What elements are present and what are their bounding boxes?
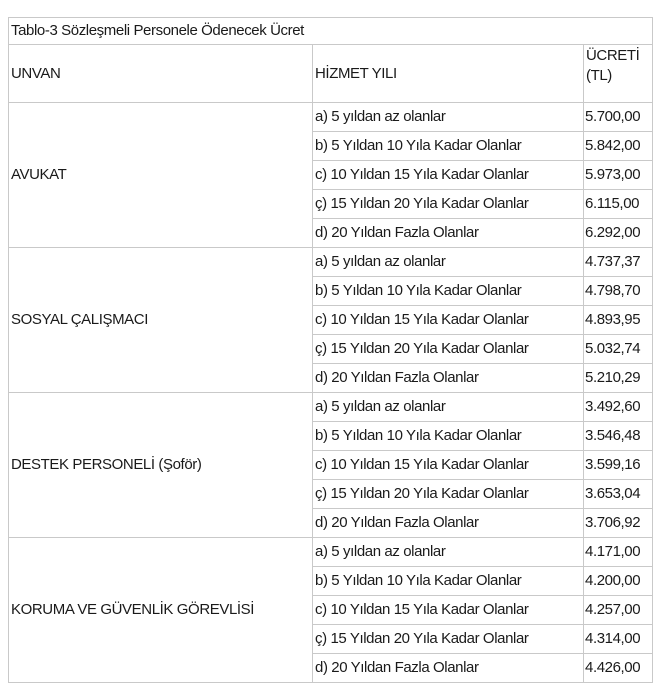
- fee-table: [8, 17, 653, 683]
- ucret-cell: 3.706,92: [584, 509, 653, 538]
- hizmet-yili-cell: a) 5 yıldan az olanlar: [313, 248, 584, 277]
- fee-table-container: [8, 17, 653, 683]
- hizmet-yili-cell: b) 5 Yıldan 10 Yıla Kadar Olanlar: [313, 277, 584, 306]
- ucret-cell: 6.292,00: [584, 219, 653, 248]
- hizmet-yili-cell: d) 20 Yıldan Fazla Olanlar: [313, 219, 584, 248]
- hizmet-yili-cell: ç) 15 Yıldan 20 Yıla Kadar Olanlar: [313, 335, 584, 364]
- hizmet-yili-cell: c) 10 Yıldan 15 Yıla Kadar Olanlar: [313, 596, 584, 625]
- hizmet-yili-cell: ç) 15 Yıldan 20 Yıla Kadar Olanlar: [313, 625, 584, 654]
- ucret-cell: 5.842,00: [584, 132, 653, 161]
- ucret-cell: 5.973,00: [584, 161, 653, 190]
- ucret-cell: 4.426,00: [584, 654, 653, 683]
- hizmet-yili-cell: a) 5 yıldan az olanlar: [313, 103, 584, 132]
- table-row: [9, 248, 653, 277]
- ucret-cell: 3.599,16: [584, 451, 653, 480]
- ucret-cell: 4.798,70: [584, 277, 653, 306]
- unvan-cell: DESTEK PERSONELİ (Şoför): [9, 393, 313, 538]
- unvan-cell: AVUKAT: [9, 103, 313, 248]
- unvan-cell: KORUMA VE GÜVENLİK GÖREVLİSİ: [9, 538, 313, 683]
- header-ucreti: [584, 45, 653, 103]
- hizmet-yili-cell: c) 10 Yıldan 15 Yıla Kadar Olanlar: [313, 306, 584, 335]
- ucret-cell: 4.257,00: [584, 596, 653, 625]
- header-ucreti-line2: (TL): [586, 67, 612, 84]
- table-row: [9, 538, 653, 567]
- ucret-cell: 5.210,29: [584, 364, 653, 393]
- ucret-cell: 4.200,00: [584, 567, 653, 596]
- ucret-cell: 4.171,00: [584, 538, 653, 567]
- unvan-cell: SOSYAL ÇALIŞMACI: [9, 248, 313, 393]
- hizmet-yili-cell: c) 10 Yıldan 15 Yıla Kadar Olanlar: [313, 451, 584, 480]
- hizmet-yili-cell: d) 20 Yıldan Fazla Olanlar: [313, 364, 584, 393]
- header-ucreti-line1: ÜCRETİ: [586, 47, 640, 64]
- hizmet-yili-cell: b) 5 Yıldan 10 Yıla Kadar Olanlar: [313, 567, 584, 596]
- ucret-cell: 5.700,00: [584, 103, 653, 132]
- ucret-cell: 3.653,04: [584, 480, 653, 509]
- ucret-cell: 3.546,48: [584, 422, 653, 451]
- hizmet-yili-cell: b) 5 Yıldan 10 Yıla Kadar Olanlar: [313, 422, 584, 451]
- hizmet-yili-cell: ç) 15 Yıldan 20 Yıla Kadar Olanlar: [313, 190, 584, 219]
- ucret-cell: 6.115,00: [584, 190, 653, 219]
- table-row: [9, 393, 653, 422]
- table-caption: Tablo-3 Sözleşmeli Personele Ödenecek Ücret: [9, 18, 653, 45]
- ucret-cell: 4.737,37: [584, 248, 653, 277]
- hizmet-yili-cell: d) 20 Yıldan Fazla Olanlar: [313, 654, 584, 683]
- hizmet-yili-cell: c) 10 Yıldan 15 Yıla Kadar Olanlar: [313, 161, 584, 190]
- header-unvan: UNVAN: [9, 45, 313, 103]
- header-hizmet-yili: HİZMET YILI: [313, 45, 584, 103]
- hizmet-yili-cell: ç) 15 Yıldan 20 Yıla Kadar Olanlar: [313, 480, 584, 509]
- hizmet-yili-cell: b) 5 Yıldan 10 Yıla Kadar Olanlar: [313, 132, 584, 161]
- ucret-cell: 4.893,95: [584, 306, 653, 335]
- table-caption-row: [9, 18, 653, 45]
- ucret-cell: 5.032,74: [584, 335, 653, 364]
- hizmet-yili-cell: a) 5 yıldan az olanlar: [313, 538, 584, 567]
- table-header-row: [9, 45, 653, 103]
- hizmet-yili-cell: d) 20 Yıldan Fazla Olanlar: [313, 509, 584, 538]
- ucret-cell: 4.314,00: [584, 625, 653, 654]
- table-row: [9, 103, 653, 132]
- hizmet-yili-cell: a) 5 yıldan az olanlar: [313, 393, 584, 422]
- ucret-cell: 3.492,60: [584, 393, 653, 422]
